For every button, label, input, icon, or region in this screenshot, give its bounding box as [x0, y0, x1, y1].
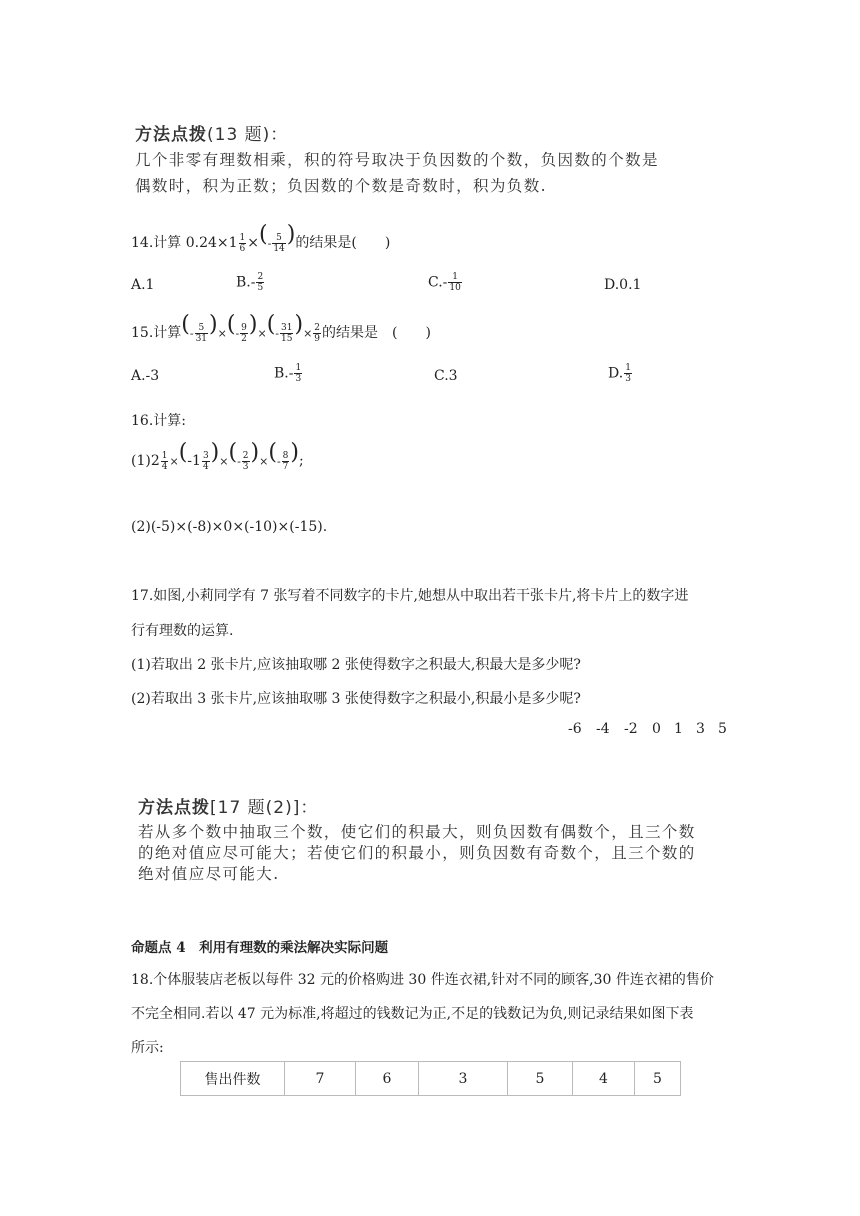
table-row	[181, 1062, 681, 1096]
table-cell: 5	[508, 1062, 573, 1096]
q17-cards	[568, 721, 728, 737]
q17-line2: 行有理数的运算.	[131, 623, 234, 639]
table-cell: 3	[419, 1062, 508, 1096]
tip17-line1: 若从多个数中抽取三个数，使它们的积最大，则负因数有偶数个，且三个数	[138, 823, 696, 841]
sales-table	[180, 1061, 681, 1096]
q17-part2: (2)若取出 3 张卡片,应该抽取哪 3 张使得数字之积最小,积最小是多少呢?	[131, 691, 581, 707]
tip13-line1: 几个非零有理数相乘，积的符号取决于负因数的个数，负因数的个数是	[135, 151, 659, 169]
card: 0	[652, 721, 661, 737]
section-heading: 命题点 4 利用有理数的乘法解决实际问题	[131, 940, 389, 956]
q15-stem: 15.计算(- $\frac{5}{31}$ )×(- $\frac{9}{2}$ )×(- $\frac{31}{15}$ )× $\frac{2}{9}$ 的结果是 ( )	[131, 312, 431, 344]
q18-line1: 18.个体服装店老板以每件 32 元的价格购进 30 件连衣裙,针对不同的顾客,30 件连衣裙的售价	[131, 972, 714, 988]
card: -6	[568, 721, 582, 737]
card: -2	[624, 721, 638, 737]
card: 1	[674, 721, 683, 737]
card: -4	[596, 721, 610, 737]
q17-part1: (1)若取出 2 张卡片,应该抽取哪 2 张使得数字之积最大,积最大是多少呢?	[131, 657, 581, 673]
table-cell: 6	[356, 1062, 419, 1096]
q16-part1: (1)2 $\frac{1}{4}$ ×(-1 $\frac{3}{4}$ )×(- $\frac{2}{3}$ )×(- $\frac{8}{7}$ );	[131, 440, 304, 472]
q14-option-a: A.1	[131, 277, 155, 293]
q14-option-d: D.0.1	[604, 277, 642, 293]
tip13-line2: 偶数时，积为正数；负因数的个数是奇数时，积为负数.	[135, 177, 547, 195]
card: 3	[696, 721, 705, 737]
table-cell: 5	[635, 1062, 681, 1096]
q18-line2: 不完全相同.若以 47 元为标准,将超过的钱数记为正,不足的钱数记为负,则记录结果如图下表	[131, 1006, 694, 1022]
tip17-line2: 的绝对值应尽可能大；若使它们的积最小，则负因数有奇数个，且三个数的	[138, 844, 696, 862]
q15-option-d: D. $\frac{1}{3}$	[608, 363, 631, 384]
q16-part2: (2)(-5)×(-8)×0×(-10)×(-15).	[131, 519, 328, 535]
q15-option-c: C.3	[434, 368, 458, 384]
q18-line3: 所示:	[131, 1040, 164, 1056]
q14-option-b: B.- $\frac{2}{5}$	[236, 272, 264, 293]
tip17-line3: 绝对值应尽可能大.	[138, 865, 280, 883]
q16-title: 16.计算:	[131, 413, 186, 429]
q15-option-a: A.-3	[131, 368, 160, 384]
card: 5	[718, 721, 727, 737]
tip13-title: 方法点拨(13 题)：	[135, 125, 289, 145]
table-cell: 4	[573, 1062, 635, 1096]
tip17-title: 方法点拨[17 题(2)]：	[138, 798, 319, 818]
table-cell: 7	[285, 1062, 356, 1096]
q14-option-c: C.- $\frac{1}{10}$	[428, 272, 461, 293]
table-header-cell: 售出件数	[181, 1062, 285, 1096]
q17-line1: 17.如图,小莉同学有 7 张写着不同数字的卡片,她想从中取出若干张卡片,将卡片上的数字进	[131, 588, 689, 604]
q14-stem: 14.计算 0.24×1 $\frac{1}{6}$ ×(- $\frac{5}{14}$ )的结果是( )	[131, 222, 391, 254]
q15-option-b: B.- $\frac{1}{3}$	[274, 363, 302, 384]
